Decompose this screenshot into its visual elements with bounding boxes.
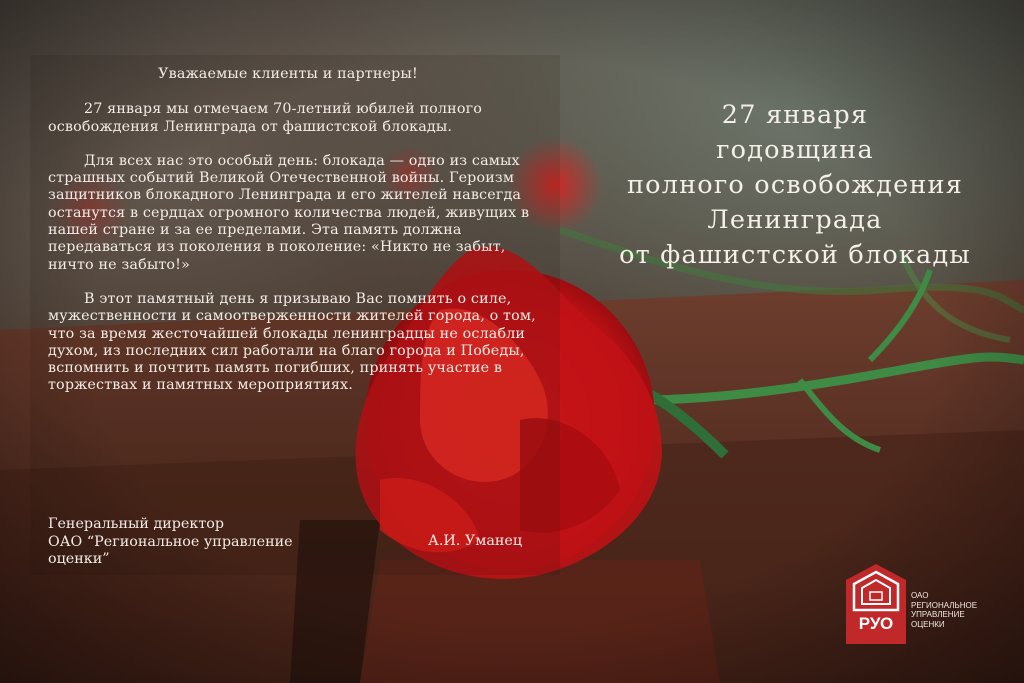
headline-line-5: от фашистской блокады: [619, 240, 971, 270]
signature-title: Генеральный директор: [48, 516, 224, 532]
signature-org-line1: ОАО “Региональное управление: [48, 533, 293, 550]
letter-paragraph-1: 27 января мы отмечаем 70-летний юбилей полного освобождения Ленинграда от фашистской блокады.: [48, 101, 482, 135]
logo-text-line-4: ОЦЕНКИ: [911, 619, 945, 629]
headline-line-4: Ленинграда: [707, 205, 883, 235]
logo-text: [911, 591, 977, 629]
signature-org-line2: оценки”: [48, 551, 110, 568]
letter-text: [48, 66, 548, 412]
logo-text-line-1: ОАО: [911, 591, 929, 600]
logo-abbreviation: РУО: [858, 614, 894, 633]
letter-paragraph-3: В этот памятный день я призываю Вас помнить о силе, мужественности и самоотверженности жителей города, о том, что за время жесточайшей блокады ленинградцы не ослабли духом, из последних сил работали на благо города и Победы, вспомнить и почтить память погибших, принять участие в торжествах и памятных мероприятиях.: [48, 290, 536, 394]
logo-text-line-3: УПРАВЛЕНИЕ: [911, 610, 965, 619]
headline-line-1: 27 января: [721, 100, 869, 130]
signature-block: [48, 516, 548, 569]
signature-name: А.И. Уманец: [428, 533, 523, 549]
letter-greeting: Уважаемые клиенты и партнеры!: [158, 66, 418, 82]
headline: [575, 98, 1015, 273]
letter-paragraph-2: Для всех нас это особый день: блокада — одно из самых страшных событий Великой Отечественной войны. Героизм защитников блокадного Ленинграда и его жителей навсегда останутся в сердцах огромного количества людей, живущих в нашей стране и за ее пределами. Эта память должна передаваться из поколения в поколение: «Никто не забыт, ничто не забыто!»: [48, 152, 530, 273]
headline-line-2: годовщина: [716, 135, 874, 165]
logo-text-line-2: РЕГИОНАЛЬНОЕ: [911, 600, 978, 610]
headline-line-3: полного освобождения: [626, 170, 964, 200]
